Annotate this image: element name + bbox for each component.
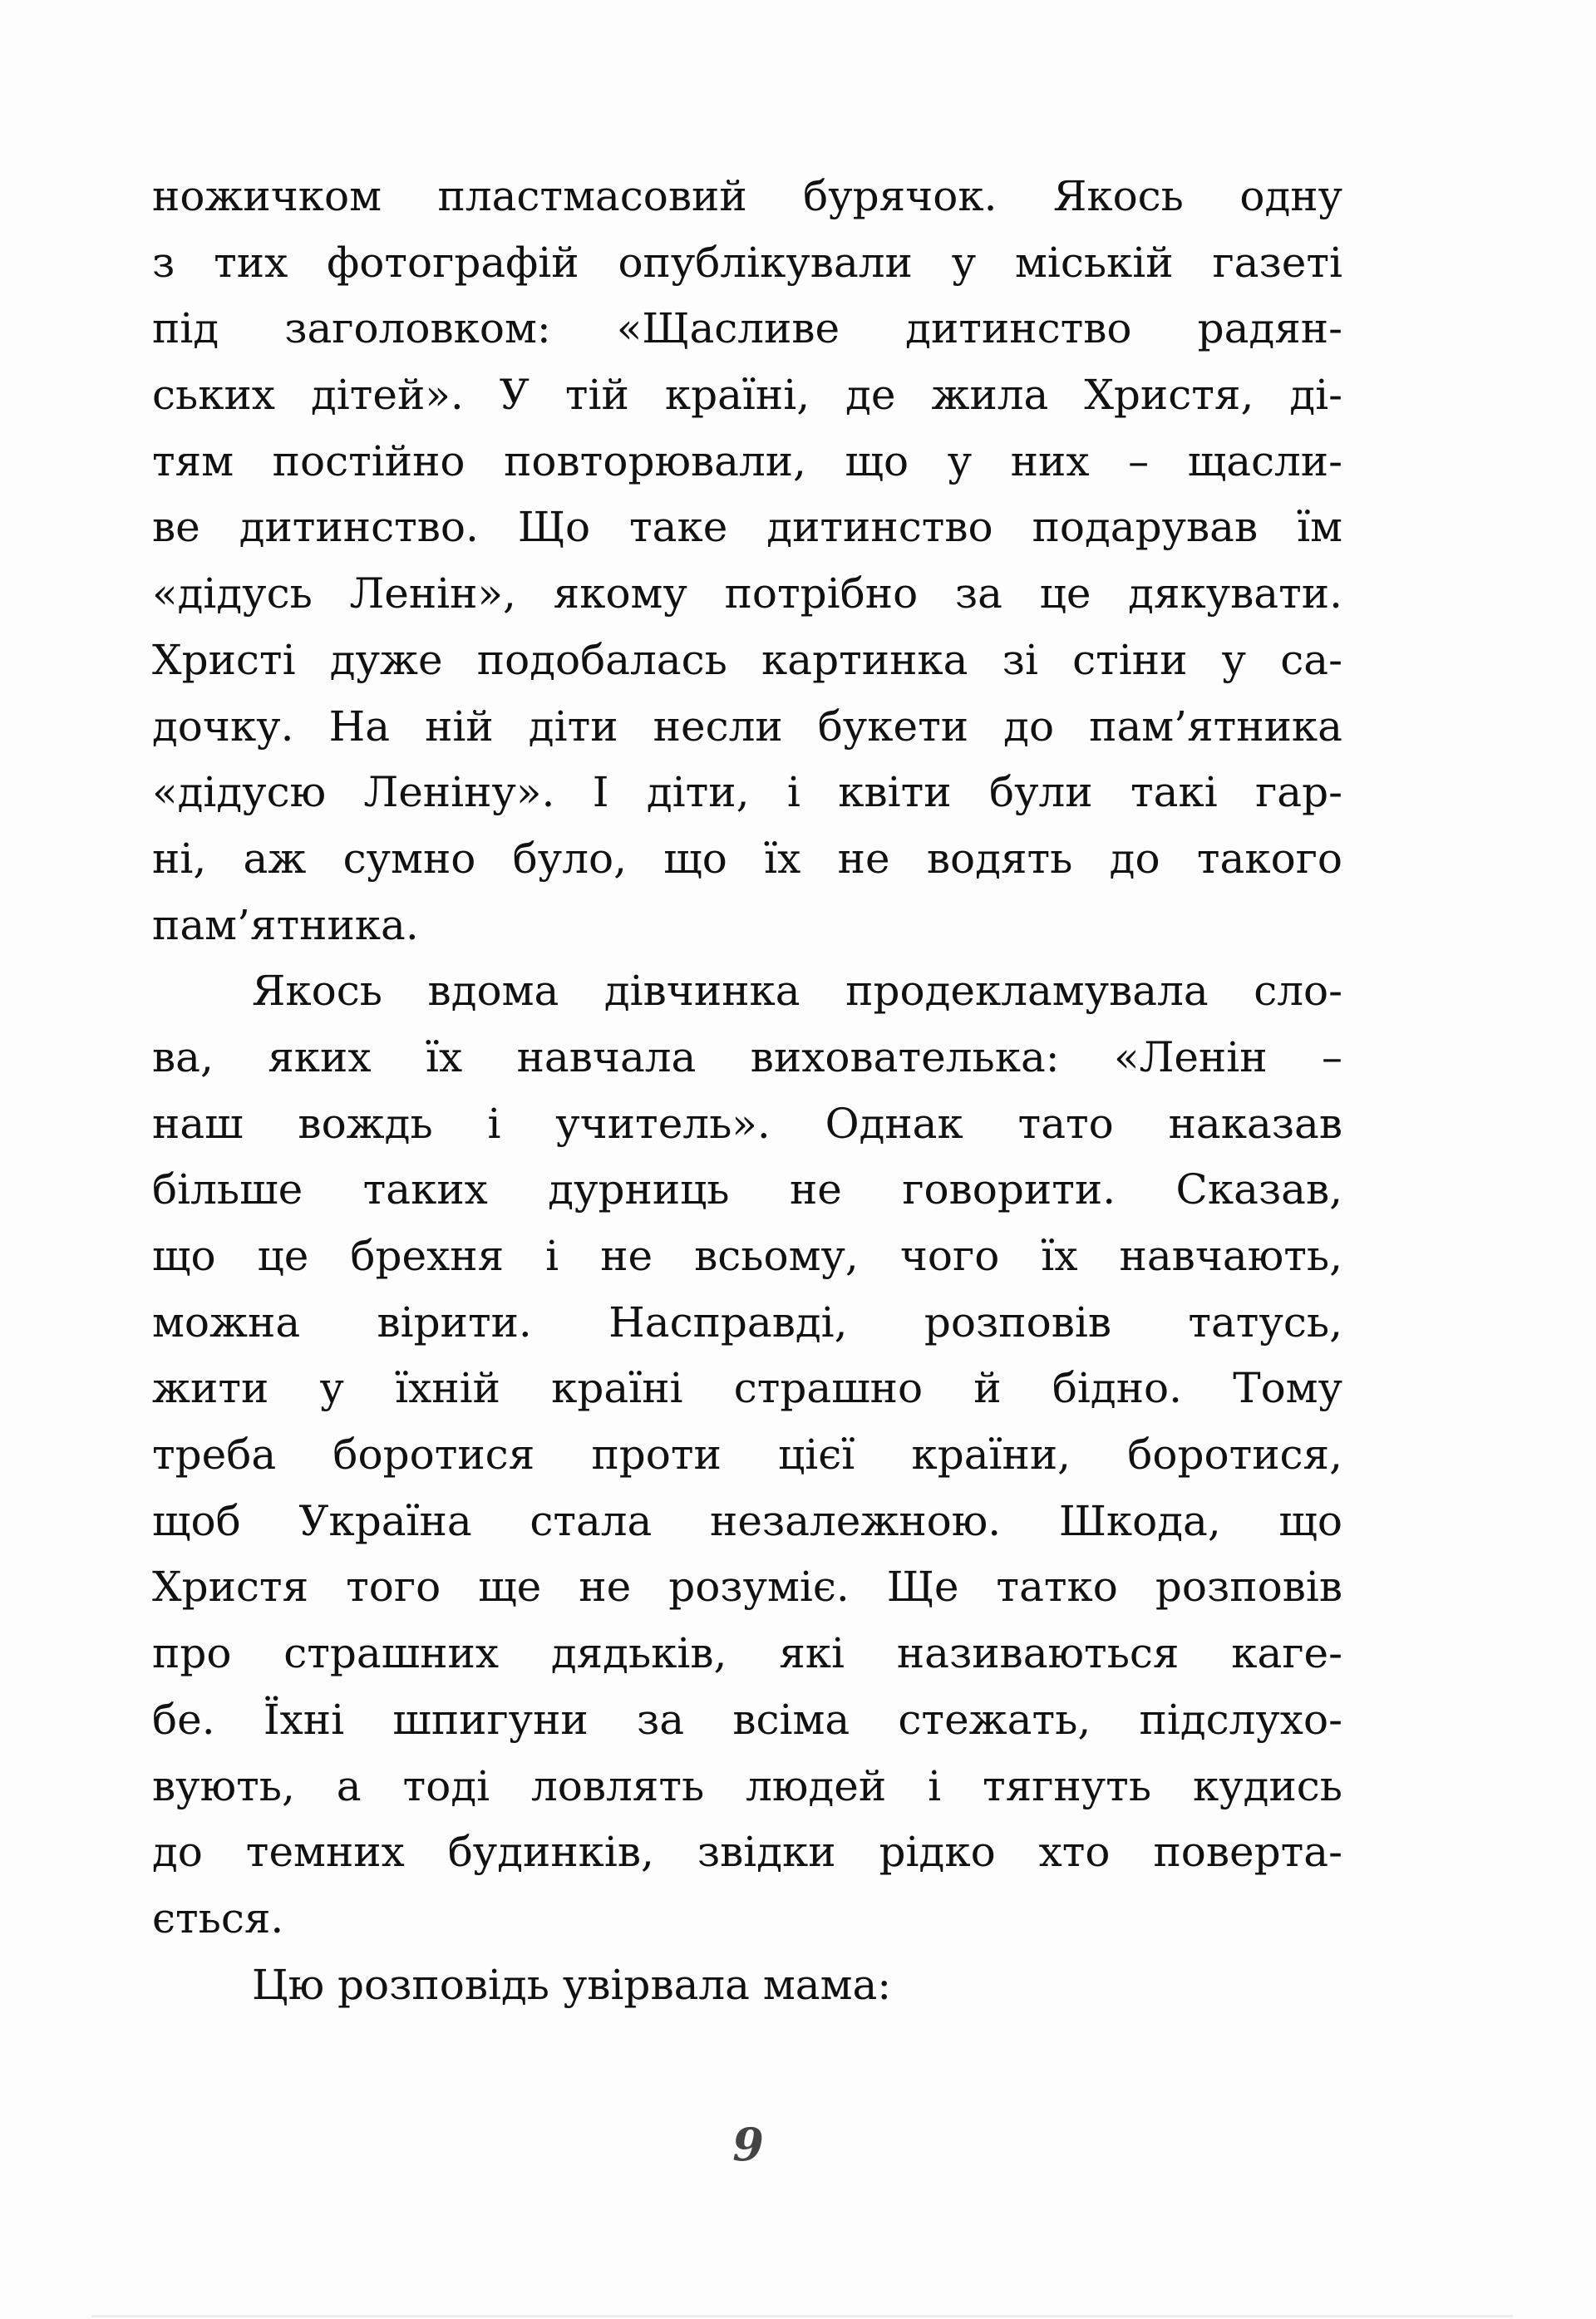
text-line: Христя того ще не розуміє. Ще татко розповів	[152, 1563, 1342, 1612]
text-line: з тих фотографій опублікували у міській газеті	[152, 238, 1342, 287]
text-line: до темних будинків, звідки рідко хто поверта-	[152, 1828, 1342, 1877]
text-line: ється.	[152, 1893, 284, 1942]
text-line: ве дитинство. Що таке дитинство подарував їм	[152, 503, 1342, 552]
page-number: 9	[732, 2118, 764, 2171]
text-line: дочку. На ній діти несли букети до пам’ятника	[152, 702, 1342, 751]
text-line: треба боротися проти цієї країни, боротися,	[152, 1430, 1342, 1480]
text-line: вують, а тоді ловлять людей і тягнуть кудись	[152, 1761, 1342, 1810]
text-line: більше таких дурниць не говорити. Сказав,	[152, 1165, 1342, 1214]
paragraph-1	[152, 164, 1342, 958]
page-edge-divider	[91, 2315, 1513, 2317]
text-line: про страшних дядьків, які називаються каге-	[152, 1629, 1342, 1678]
text-line: ських дітей». У тій країні, де жила Христя, ді-	[152, 371, 1342, 420]
text-line: під заголовком: «Щасливе дитинство радян-	[152, 304, 1342, 353]
text-line: бе. Їхні шпигуни за всіма стежать, підслухо-	[152, 1695, 1342, 1744]
text-line: можна вірити. Насправді, розповів татусь,	[152, 1297, 1342, 1347]
text-line: Цю розповідь увірвала мама:	[252, 1960, 892, 2009]
text-line: Христі дуже подобалась картинка зі стіни у са-	[152, 635, 1342, 684]
text-line: що це брехня і не всьому, чого їх навчають,	[152, 1232, 1342, 1280]
text-line: ні, аж сумно було, що їх не водять до такого	[152, 834, 1342, 883]
text-line: ножичком пластмасовий бурячок. Якось одну	[152, 172, 1342, 220]
text-line: тям постійно повторювали, що у них – щасли-	[152, 436, 1342, 485]
text-line: «дідусь Ленін», якому потрібно за це дякувати.	[152, 569, 1342, 618]
paragraph-3	[152, 1952, 1342, 2019]
text-line: «дідусю Леніну». І діти, і квіти були такі гар-	[152, 768, 1342, 817]
text-line: наш вождь і учитель». Однак тато наказав	[152, 1099, 1342, 1148]
paragraph-2	[152, 958, 1342, 1952]
text-line: пам’ятника.	[152, 900, 419, 949]
text-line: жити у їхній країні страшно й бідно. Тому	[152, 1364, 1342, 1413]
text-line: Якось вдома дівчинка продекламувала сло-	[252, 967, 1342, 1016]
text-line: щоб Україна стала незалежною. Шкода, що	[152, 1496, 1342, 1545]
text-line: ва, яких їх навчала вихователька: «Ленін –	[152, 1032, 1342, 1081]
body-text	[152, 164, 1342, 2018]
